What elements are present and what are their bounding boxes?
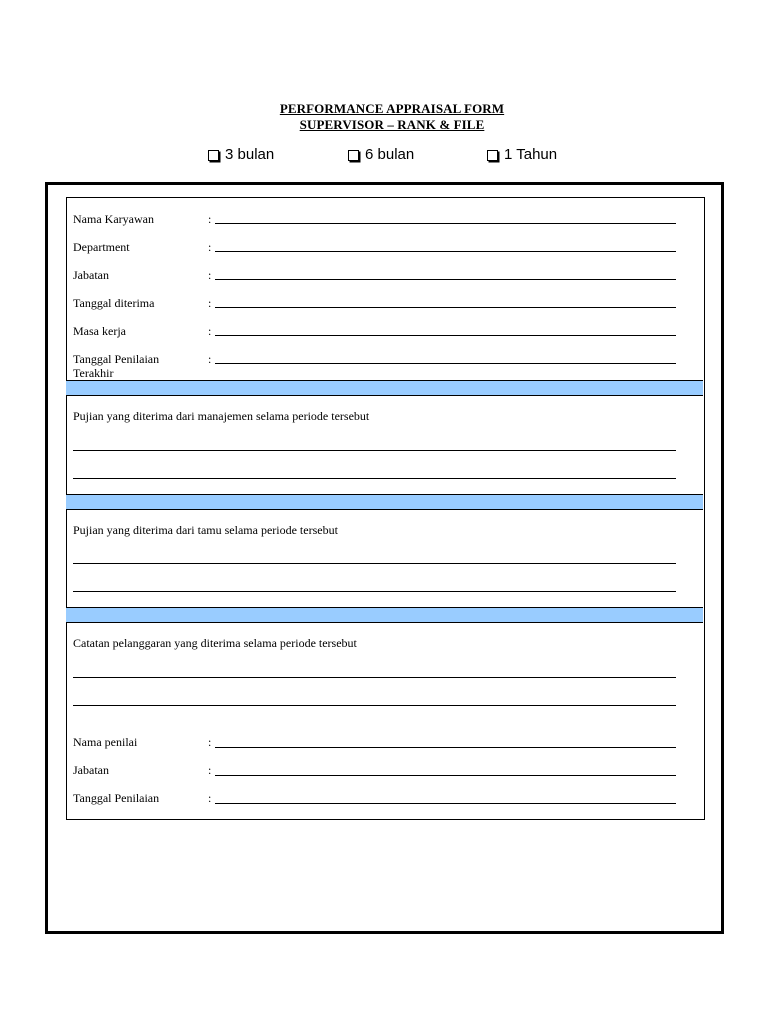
field-colon: : bbox=[208, 296, 212, 310]
field-colon: : bbox=[208, 763, 212, 777]
tanggal-penilaian-terakhir-field[interactable] bbox=[215, 363, 676, 364]
nama-penilai-field[interactable] bbox=[215, 747, 676, 748]
field-label-masa-kerja: Masa kerja bbox=[73, 324, 126, 338]
section-divider-band bbox=[66, 607, 703, 623]
field-colon: : bbox=[208, 268, 212, 282]
pujian-manajemen-line-1[interactable] bbox=[73, 450, 676, 451]
form-title: PERFORMANCE APPRAISAL FORM bbox=[279, 101, 505, 116]
period-option-6-bulan[interactable] bbox=[348, 146, 414, 164]
pujian-tamu-line-2[interactable] bbox=[73, 591, 676, 592]
field-colon: : bbox=[208, 791, 212, 805]
tanggal-penilaian-field[interactable] bbox=[215, 803, 676, 804]
section-title-pujian-manajemen: Pujian yang diterima dari manajemen selama periode tersebut bbox=[73, 409, 370, 423]
period-option-1-tahun[interactable] bbox=[487, 146, 557, 164]
field-label-jabatan-penilai: Jabatan bbox=[73, 763, 109, 777]
section-divider-band bbox=[66, 494, 703, 510]
field-label-jabatan: Jabatan bbox=[73, 268, 109, 282]
field-label-department: Department bbox=[73, 240, 130, 254]
section-title-catatan-pelanggaran: Catatan pelanggaran yang diterima selama periode tersebut bbox=[73, 636, 357, 650]
field-label-nama-penilai: Nama penilai bbox=[73, 735, 138, 749]
catatan-pelanggaran-line-2[interactable] bbox=[73, 705, 676, 706]
period-label: 6 bulan bbox=[365, 146, 415, 163]
checkbox-icon[interactable] bbox=[348, 150, 359, 161]
field-label-tanggal-penilaian: Tanggal Penilaian bbox=[73, 791, 160, 805]
period-option-3-bulan[interactable] bbox=[208, 146, 274, 164]
catatan-pelanggaran-line-1[interactable] bbox=[73, 677, 676, 678]
pujian-tamu-line-1[interactable] bbox=[73, 563, 676, 564]
field-label-tanggal-diterima: Tanggal diterima bbox=[73, 296, 155, 310]
field-colon: : bbox=[208, 212, 212, 226]
jabatan-field[interactable] bbox=[215, 279, 676, 280]
tanggal-diterima-field[interactable] bbox=[215, 307, 676, 308]
field-colon: : bbox=[208, 240, 212, 254]
period-label: 1 Tahun bbox=[504, 146, 558, 163]
pujian-manajemen-line-2[interactable] bbox=[73, 478, 676, 479]
field-colon: : bbox=[208, 324, 212, 338]
field-colon: : bbox=[208, 735, 212, 749]
field-label-nama-karyawan: Nama Karyawan bbox=[73, 212, 154, 226]
checkbox-icon[interactable] bbox=[208, 150, 219, 161]
masa-kerja-field[interactable] bbox=[215, 335, 676, 336]
nama-karyawan-field[interactable] bbox=[215, 223, 676, 224]
period-label: 3 bulan bbox=[225, 146, 275, 163]
jabatan-penilai-field[interactable] bbox=[215, 775, 676, 776]
field-label-tanggal-penilaian-terakhir: Tanggal Penilaian Terakhir bbox=[73, 352, 160, 380]
form-subtitle: SUPERVISOR – RANK & FILE bbox=[299, 117, 485, 132]
field-colon: : bbox=[208, 352, 212, 366]
section-divider-band bbox=[66, 380, 703, 396]
department-field[interactable] bbox=[215, 251, 676, 252]
section-title-pujian-tamu: Pujian yang diterima dari tamu selama periode tersebut bbox=[73, 523, 338, 537]
checkbox-icon[interactable] bbox=[487, 150, 498, 161]
